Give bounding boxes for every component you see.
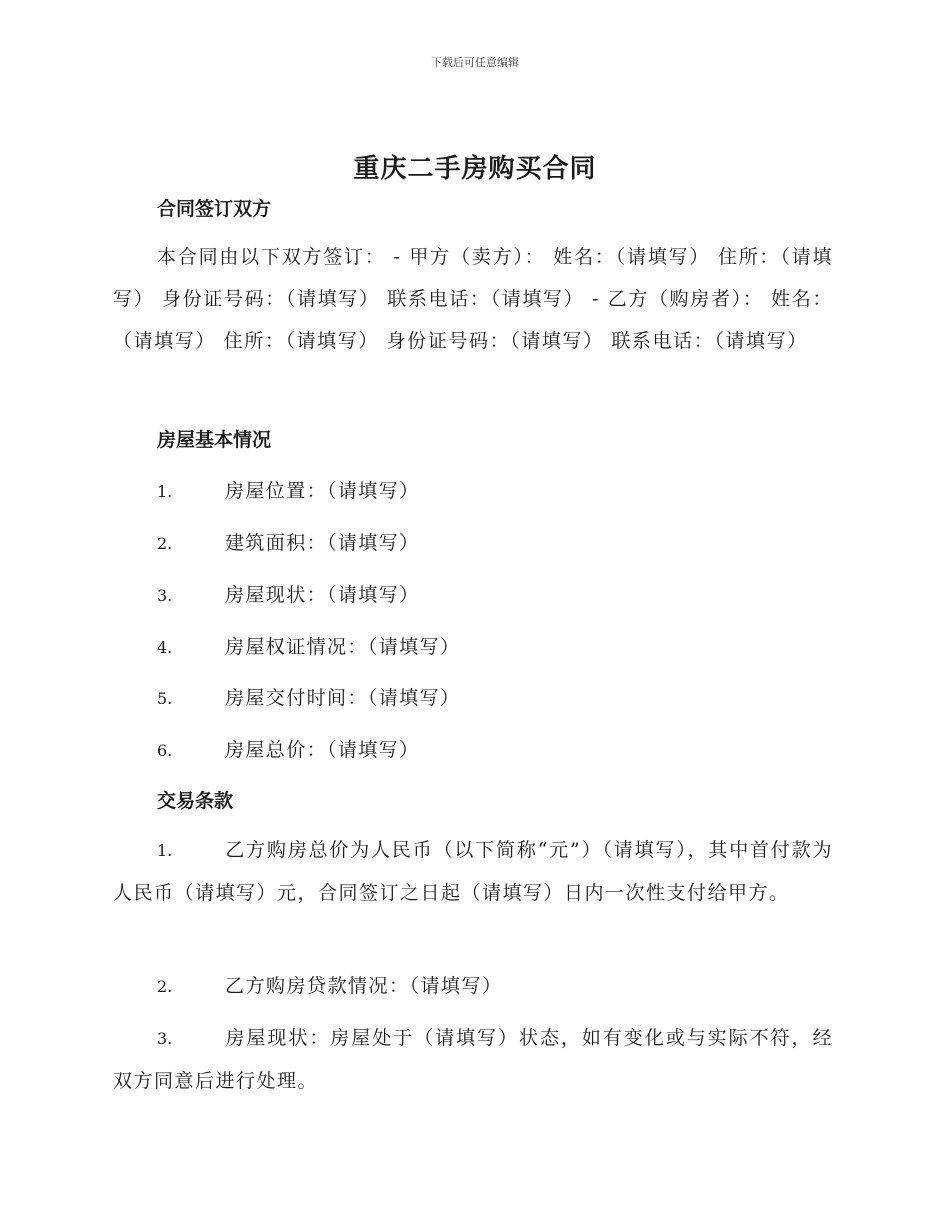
section-heading-property: 房屋基本情况	[157, 429, 272, 451]
clause-2	[113, 965, 833, 1008]
section-heading-terms: 交易条款	[157, 790, 234, 812]
clause-text: 房屋现状：房屋处于（请填写）状态，如有变化或与实际不符，经双方同意后进行处理。	[113, 1027, 833, 1092]
clause-number: 1.	[157, 841, 173, 860]
item-text: 房屋位置：（请填写）	[225, 480, 420, 502]
item-number: 4.	[157, 638, 173, 657]
item-number: 5.	[157, 689, 173, 708]
list-item	[157, 683, 460, 710]
list-item	[157, 476, 420, 503]
item-number: 6.	[157, 741, 173, 760]
item-text: 房屋交付时间：（请填写）	[225, 687, 461, 709]
document-title: 重庆二手房购买合同	[353, 154, 597, 184]
clause-number: 3.	[157, 1029, 173, 1048]
clause-number: 2.	[157, 977, 173, 996]
item-number: 2.	[157, 534, 173, 553]
item-number: 1.	[157, 482, 173, 501]
item-text: 房屋现状：（请填写）	[225, 584, 420, 606]
clause-1	[113, 829, 833, 914]
item-text: 房屋权证情况：（请填写）	[225, 636, 461, 658]
parties-paragraph: 本合同由以下双方签订： - 甲方（卖方）： 姓名：（请填写） 住所：（请填写） 身份证号码：（请填写） 联系电话：（请填写） - 乙方（购房者）： 姓名：（请填写） 住所：（请填写） 身份证号码：（请填写） 联系电话：（请填写）	[113, 246, 833, 352]
item-number: 3.	[157, 586, 173, 605]
clause-text: 乙方购房贷款情况：（请填写）	[225, 975, 503, 997]
clause-text: 乙方购房总价为人民币（以下简称“元”）（请填写），其中首付款为人民币（请填写）元，合同签订之日起（请填写）日内一次性支付给甲方。	[113, 839, 833, 904]
clause-3	[113, 1017, 833, 1102]
list-item	[157, 632, 460, 659]
item-text: 建筑面积：（请填写）	[225, 532, 420, 554]
list-item	[157, 580, 420, 607]
header-note: 下载后可任意编辑	[431, 56, 519, 69]
list-item	[157, 528, 420, 555]
list-item	[157, 735, 420, 762]
item-text: 房屋总价：（请填写）	[225, 739, 420, 761]
section-heading-parties: 合同签订双方	[157, 198, 272, 220]
